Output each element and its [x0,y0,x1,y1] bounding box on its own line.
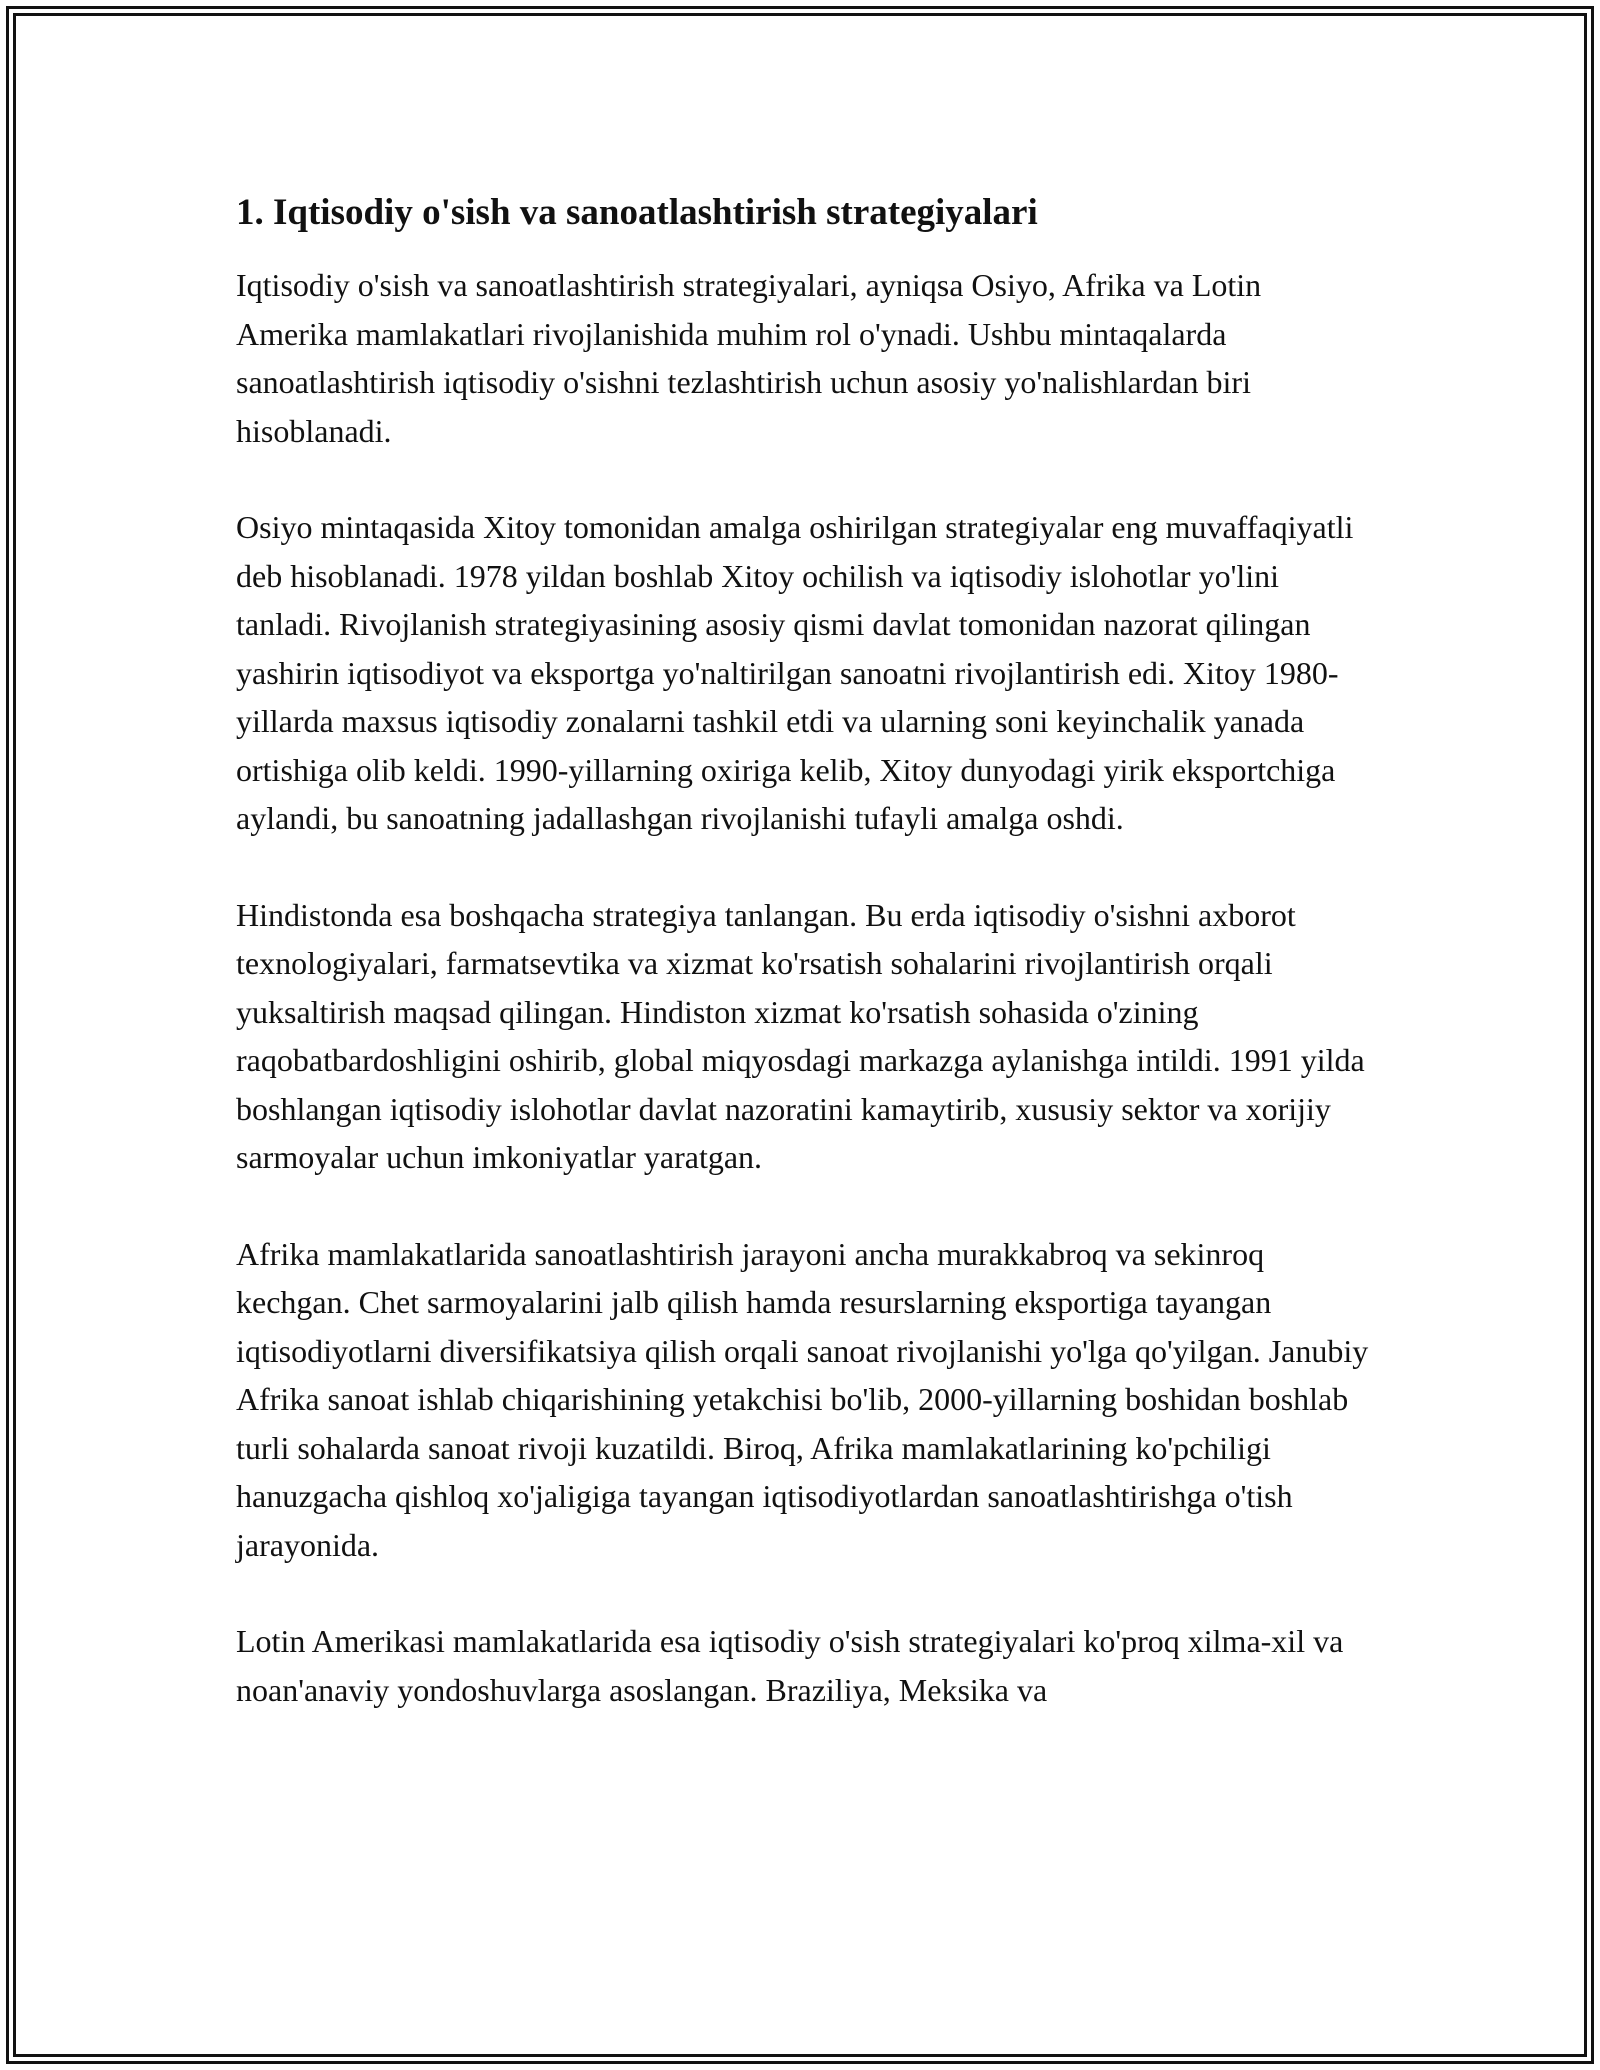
paragraph-africa: Afrika mamlakatlarida sanoatlashtirish jarayoni ancha murakkabroq va sekinroq kechgan. Chet sarmoyalarini jalb qilish hamda resurslarning eksportiga tayangan iqtisodiyotlarni diversifikatsiya qilish orqali sanoat rivojlanishi yo'lga qo'yilgan. Janubiy Afrika sanoat ishlab chiqarishining yetakchisi bo'lib, 2000-yillarning boshidan boshlab turli sohalarda sanoat rivoji kuzatildi. Biroq, Afrika mamlakatlarining ko'pchiligi hanuzgacha qishloq xo'jaligiga tayangan iqtisodiyotlardan sanoatlashtirishga o'tish jarayonida. [236,1235,1369,1563]
section-heading: 1. Iqtisodiy o'sish va sanoatlashtirish strategiyalari [236,192,1038,233]
paragraph-india: Hindistonda esa boshqacha strategiya tanlangan. Bu erda iqtisodiy o'sishni axborot texnologiyalari, farmatsevtika va xizmat ko'rsatish sohalarini rivojlantirish orqali yuksaltirish maqsad qilingan. Hindiston xizmat ko'rsatish sohasida o'zining raqobatbardoshligini oshirib, global miqyosdagi markazga aylanishga intildi. 1991 yilda boshlangan iqtisodiy islohotlar davlat nazoratini kamaytirib, xususiy sektor va xorijiy sarmoyalar uchun imkoniyatlar yaratgan. [236,896,1365,1175]
paragraph-china: Osiyo mintaqasida Xitoy tomonidan amalga oshirilgan strategiyalar eng muvaffaqiyatli deb hisoblanadi. 1978 yildan boshlab Xitoy ochilish va iqtisodiy islohotlar yo'lini tanladi. Rivojlanish strategiyasining asosiy qismi davlat tomonidan nazorat qilingan yashirin iqtisodiyot va eksportga yo'naltirilgan sanoatni rivojlantirish edi. Xitoy 1980-yillarda maxsus iqtisodiy zonalarni tashkil etdi va ularning soni keyinchalik yanada ortishiga olib keldi. 1990-yillarning oxiriga kelib, Xitoy dunyodagi yirik eksportchiga aylandi, bu sanoatning jadallashgan rivojlanishi tufayli amalga oshdi. [236,509,1354,836]
document-body [236,188,1376,1762]
paragraph-latin-america: Lotin Amerikasi mamlakatlarida esa iqtisodiy o'sish strategiyalari ko'proq xilma-xil va noan'anaviy yondoshuvlarga asoslangan. Braziliya, Meksika va [236,1623,1344,1708]
paragraph-intro: Iqtisodiy o'sish va sanoatlashtirish strategiyalari, ayniqsa Osiyo, Afrika va Lotin Amerika mamlakatlari rivojlanishida muhim rol o'ynadi. Ushbu mintaqalarda sanoatlashtirish iqtisodiy o'sishni tezlashtirish uchun asosiy yo'nalishlardan biri hisoblanadi. [236,267,1262,449]
